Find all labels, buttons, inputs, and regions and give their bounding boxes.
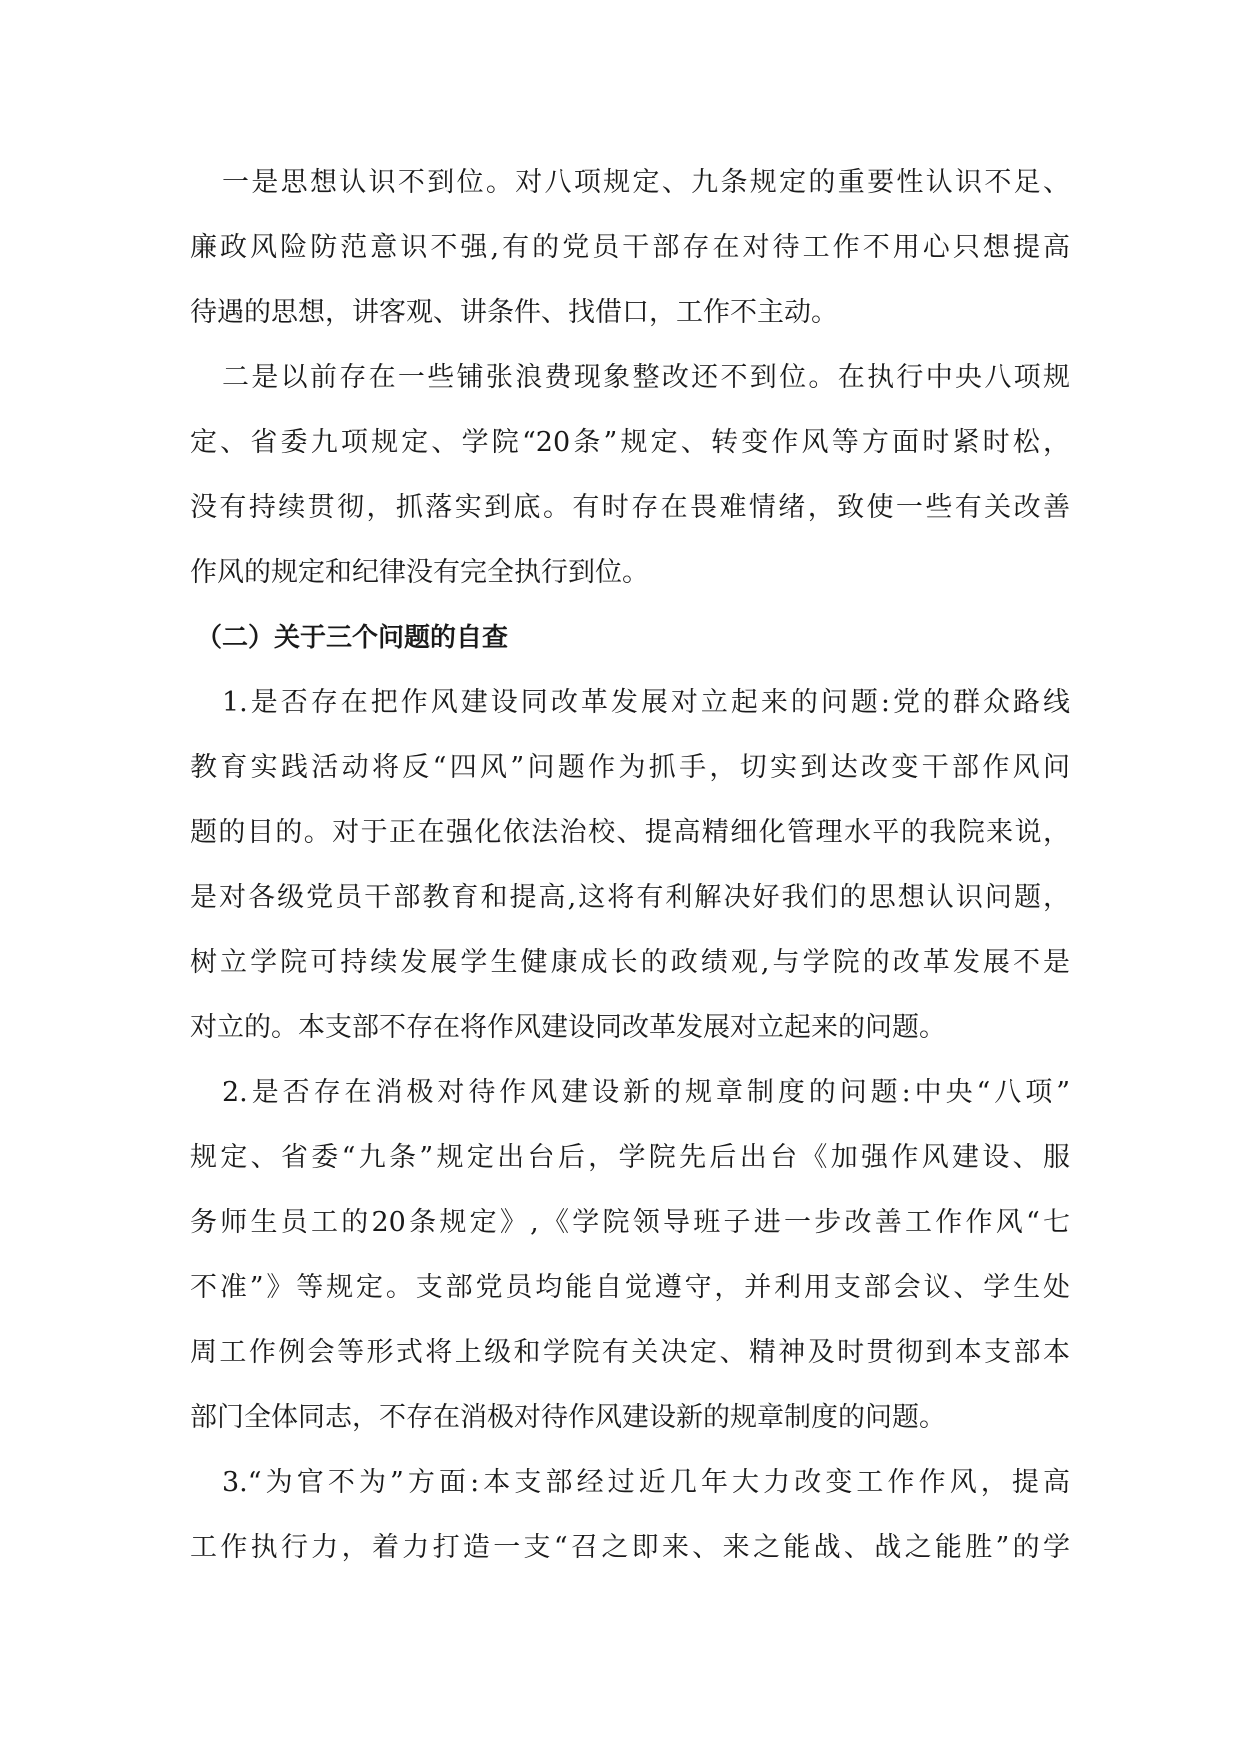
paragraph-4-line-6: 部门全体同志，不存在消极对待作风建设新的规章制度的问题。 xyxy=(190,1402,946,1433)
paragraph-2-line-3: 没有持续贯彻，抓落实到底。有时存在畏难情绪，致使一些有关改善 xyxy=(190,492,1070,523)
paragraph-3-line-5: 树立学院可持续发展学生健康成长的政绩观,与学院的改革发展不是 xyxy=(190,947,1070,978)
paragraph-2-line-4: 作风的规定和纪律没有完全执行到位。 xyxy=(190,557,649,588)
paragraph-4-line-4: 不准”》等规定。支部党员均能自觉遵守，并利用支部会议、学生处 xyxy=(190,1272,1070,1303)
paragraph-5-line-1: 3.“为官不为”方面:本支部经过近几年大力改变工作作风，提高 xyxy=(222,1467,1070,1498)
paragraph-2-line-2: 定、省委九项规定、学院“20条”规定、转变作风等方面时紧时松， xyxy=(190,427,1070,458)
paragraph-4-line-2: 规定、省委“九条”规定出台后，学院先后出台《加强作风建设、服 xyxy=(190,1142,1070,1173)
paragraph-3-line-3: 题的目的。对于正在强化依法治校、提高精细化管理水平的我院来说， xyxy=(190,817,1070,848)
paragraph-3-line-6: 对立的。本支部不存在将作风建设同改革发展对立起来的问题。 xyxy=(190,1012,946,1043)
paragraph-4-line-5: 周工作例会等形式将上级和学院有关决定、精神及时贯彻到本支部本 xyxy=(190,1337,1070,1368)
paragraph-5-line-2: 工作执行力，着力打造一支“召之即来、来之能战、战之能胜”的学 xyxy=(190,1532,1070,1563)
paragraph-1-line-3: 待遇的思想，讲客观、讲条件、找借口，工作不主动。 xyxy=(190,297,838,328)
section-heading: （二）关于三个问题的自查 xyxy=(196,623,509,653)
paragraph-3-line-4: 是对各级党员干部教育和提高,这将有利解决好我们的思想认识问题， xyxy=(190,882,1070,913)
paragraph-4-line-3: 务师生员工的20条规定》,《学院领导班子进一步改善工作作风“七 xyxy=(190,1207,1070,1238)
paragraph-1-line-1: 一是思想认识不到位。对八项规定、九条规定的重要性认识不足、 xyxy=(222,167,1070,198)
paragraph-3-line-1: 1.是否存在把作风建设同改革发展对立起来的问题:党的群众路线 xyxy=(222,687,1070,718)
paragraph-3-line-2: 教育实践活动将反“四风”问题作为抓手，切实到达改变干部作风问 xyxy=(190,752,1070,783)
paragraph-2-line-1: 二是以前存在一些铺张浪费现象整改还不到位。在执行中央八项规 xyxy=(222,362,1070,393)
paragraph-4-line-1: 2.是否存在消极对待作风建设新的规章制度的问题:中央“八项” xyxy=(222,1077,1070,1108)
paragraph-1-line-2: 廉政风险防范意识不强,有的党员干部存在对待工作不用心只想提高 xyxy=(190,232,1070,263)
